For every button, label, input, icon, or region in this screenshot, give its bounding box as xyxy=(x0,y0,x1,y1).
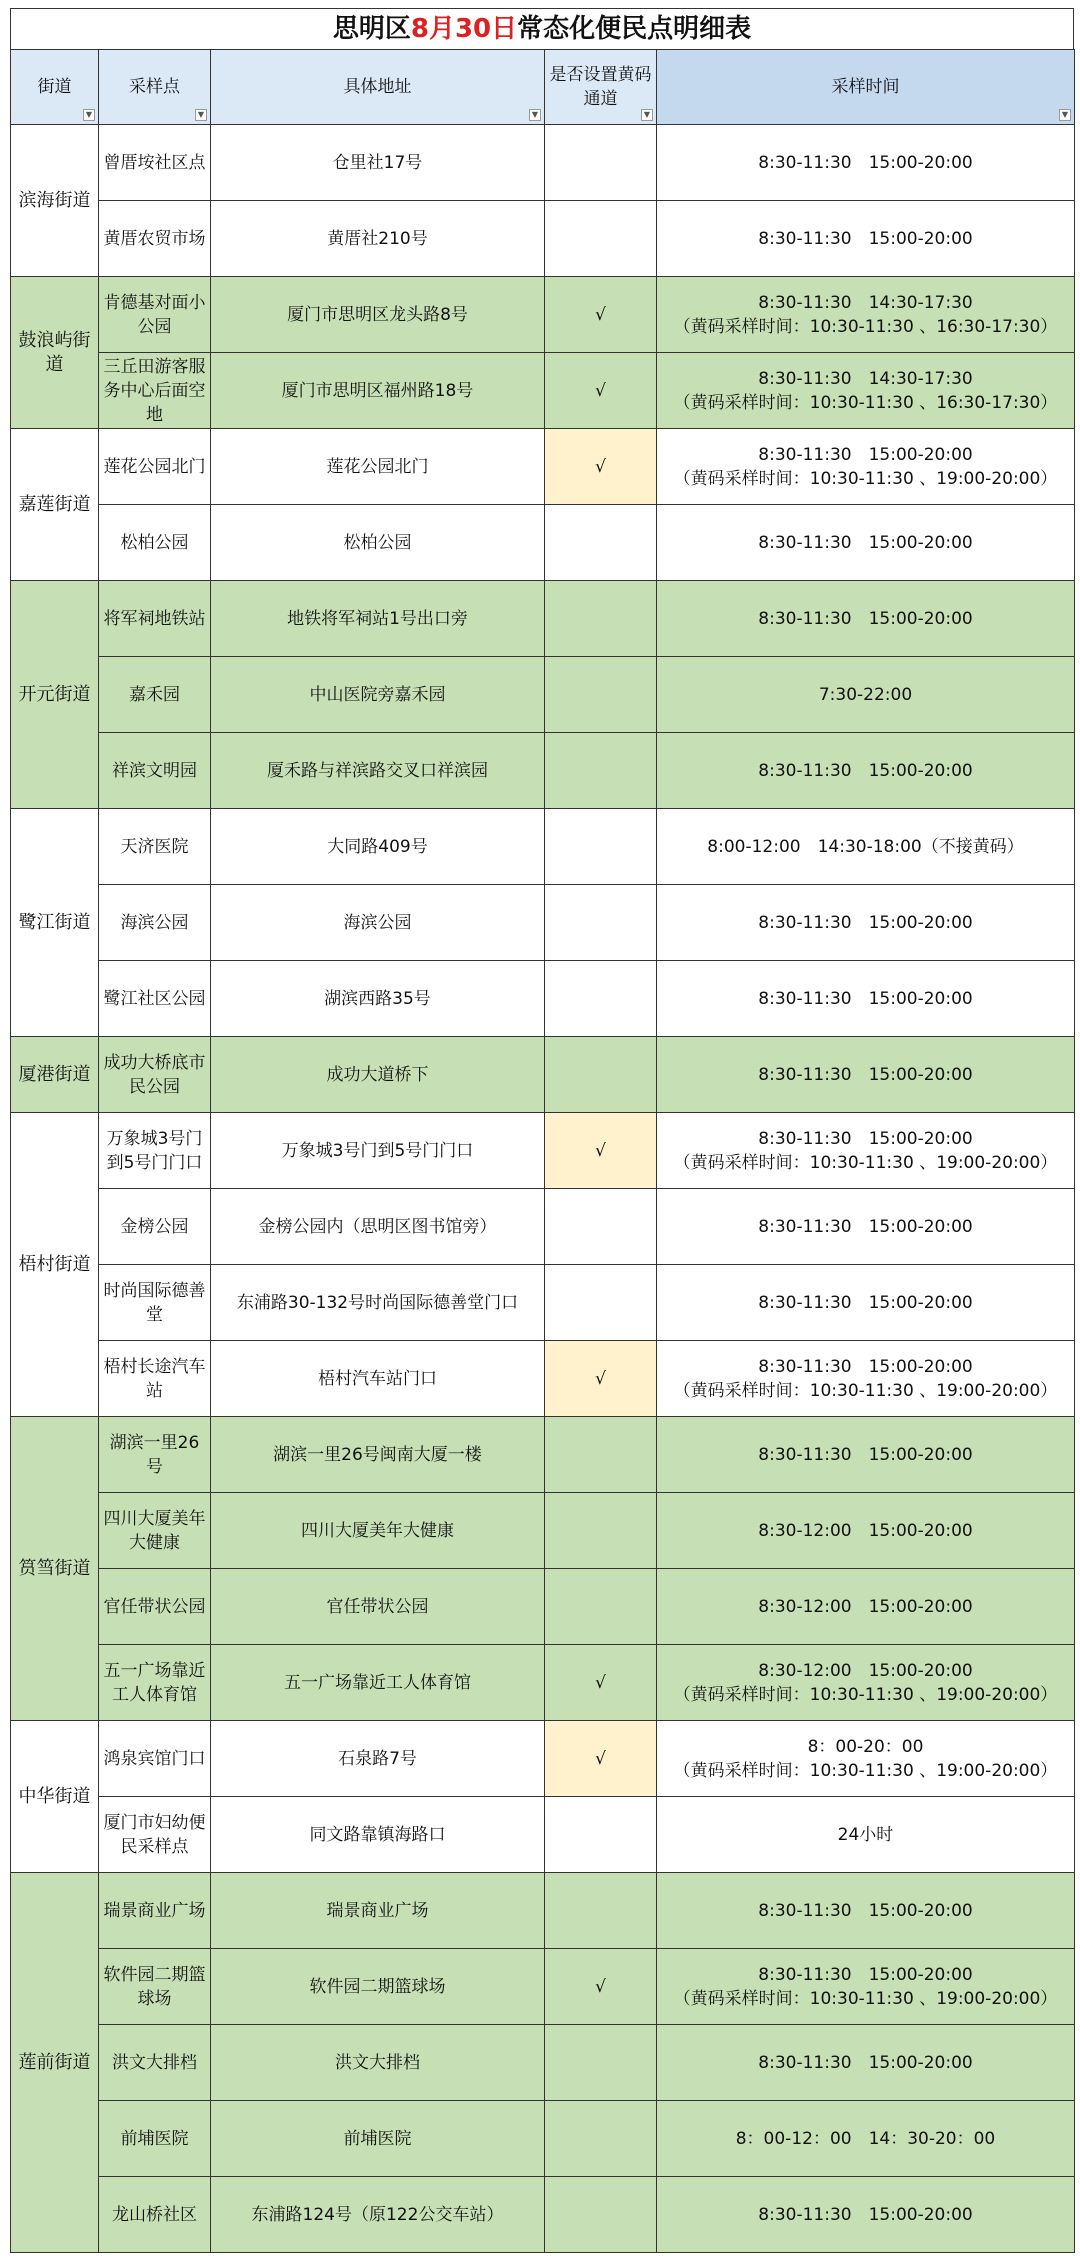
table-row xyxy=(11,1721,1075,1797)
table-row xyxy=(11,2025,1075,2101)
col-header-site-label: 采样点 xyxy=(129,77,180,97)
yellow-code-cell xyxy=(545,505,657,581)
time-main: 24小时 xyxy=(837,1824,894,1845)
yellow-code-cell xyxy=(545,201,657,277)
sheet xyxy=(10,8,1074,2253)
site-cell: 成功大桥底市民公园 xyxy=(99,1037,211,1113)
table-row xyxy=(11,581,1075,657)
time-main: 8:30-11:30 15:00-20:00 xyxy=(758,444,973,465)
table-row xyxy=(11,125,1075,201)
title-suffix: 常态化便民点明细表 xyxy=(517,14,752,44)
address-cell: 东浦路30-132号时尚国际德善堂门口 xyxy=(211,1265,545,1341)
yellow-code-cell xyxy=(545,1265,657,1341)
col-header-yellow-code[interactable] xyxy=(545,50,657,125)
street-cell: 梧村街道 xyxy=(11,1113,99,1417)
time-main: 8：00-20：00 xyxy=(807,1736,924,1757)
address-cell: 厦门市思明区福州路18号 xyxy=(211,353,545,429)
site-cell: 厦门市妇幼便民采样点 xyxy=(99,1797,211,1873)
table-row xyxy=(11,1189,1075,1265)
time-main: 7:30-22:00 xyxy=(818,684,913,705)
street-cell: 鼓浪屿街道 xyxy=(11,277,99,429)
time-cell xyxy=(657,353,1075,429)
dropdown-filter-icon[interactable]: ▼ xyxy=(83,109,95,121)
time-cell xyxy=(657,2101,1075,2177)
table-row xyxy=(11,2177,1075,2253)
time-cell xyxy=(657,2177,1075,2253)
street-cell: 嘉莲街道 xyxy=(11,429,99,581)
yellow-code-cell xyxy=(545,2101,657,2177)
yellow-code-cell xyxy=(545,2177,657,2253)
dropdown-filter-icon[interactable]: ▼ xyxy=(641,109,653,121)
title-date: 8月30日 xyxy=(410,14,518,44)
time-cell xyxy=(657,809,1075,885)
table-row xyxy=(11,1569,1075,1645)
site-cell: 梧村长途汽车站 xyxy=(99,1341,211,1417)
table-row xyxy=(11,1341,1075,1417)
time-yellow: （黄码采样时间：10:30-11:30 、19:00-20:00） xyxy=(673,468,1058,489)
time-main: 8:30-11:30 15:00-20:00 xyxy=(758,988,973,1009)
time-yellow: （黄码采样时间：10:30-11:30 、16:30-17:30） xyxy=(673,316,1058,337)
site-cell: 五一广场靠近工人体育馆 xyxy=(99,1645,211,1721)
site-cell: 海滨公园 xyxy=(99,885,211,961)
table-row xyxy=(11,809,1075,885)
col-header-address[interactable] xyxy=(211,50,545,125)
yellow-code-cell: √ xyxy=(545,1949,657,2025)
address-cell: 四川大厦美年大健康 xyxy=(211,1493,545,1569)
yellow-code-cell xyxy=(545,2025,657,2101)
time-cell xyxy=(657,1341,1075,1417)
table-row xyxy=(11,657,1075,733)
yellow-code-cell: √ xyxy=(545,353,657,429)
site-cell: 官任带状公园 xyxy=(99,1569,211,1645)
yellow-code-cell xyxy=(545,1569,657,1645)
time-main: 8:30-11:30 15:00-20:00 xyxy=(758,1128,973,1149)
time-main: 8:30-11:30 15:00-20:00 xyxy=(758,608,973,629)
address-cell: 万象城3号门到5号门门口 xyxy=(211,1113,545,1189)
site-cell: 四川大厦美年大健康 xyxy=(99,1493,211,1569)
yellow-code-cell xyxy=(545,1797,657,1873)
dropdown-filter-icon[interactable]: ▼ xyxy=(195,109,207,121)
yellow-code-cell xyxy=(545,961,657,1037)
time-cell xyxy=(657,1037,1075,1113)
page-title xyxy=(10,8,1074,49)
time-main: 8:30-11:30 15:00-20:00 xyxy=(758,760,973,781)
site-cell: 曾厝垵社区点 xyxy=(99,125,211,201)
street-cell: 筼筜街道 xyxy=(11,1417,99,1721)
address-cell: 厦禾路与祥滨路交叉口祥滨园 xyxy=(211,733,545,809)
site-cell: 祥滨文明园 xyxy=(99,733,211,809)
address-cell: 松柏公园 xyxy=(211,505,545,581)
table-row xyxy=(11,1493,1075,1569)
time-main: 8:30-11:30 15:00-20:00 xyxy=(758,1292,973,1313)
site-cell: 龙山桥社区 xyxy=(99,2177,211,2253)
address-cell: 成功大道桥下 xyxy=(211,1037,545,1113)
site-cell: 天济医院 xyxy=(99,809,211,885)
yellow-code-cell xyxy=(545,885,657,961)
yellow-code-cell xyxy=(545,809,657,885)
time-main: 8:30-11:30 15:00-20:00 xyxy=(758,1216,973,1237)
site-cell: 万象城3号门到5号门门口 xyxy=(99,1113,211,1189)
yellow-code-cell: √ xyxy=(545,1113,657,1189)
time-cell xyxy=(657,581,1075,657)
col-header-street[interactable] xyxy=(11,50,99,125)
yellow-code-cell xyxy=(545,733,657,809)
time-cell xyxy=(657,1873,1075,1949)
time-cell xyxy=(657,2025,1075,2101)
time-cell xyxy=(657,1721,1075,1797)
address-cell: 莲花公园北门 xyxy=(211,429,545,505)
address-cell: 前埔医院 xyxy=(211,2101,545,2177)
time-main: 8:30-11:30 15:00-20:00 xyxy=(758,912,973,933)
time-main: 8:30-12:00 15:00-20:00 xyxy=(758,1596,973,1617)
time-cell xyxy=(657,505,1075,581)
dropdown-filter-icon[interactable]: ▼ xyxy=(529,109,541,121)
yellow-code-cell: √ xyxy=(545,1645,657,1721)
site-cell: 湖滨一里26号 xyxy=(99,1417,211,1493)
address-cell: 地铁将军祠站1号出口旁 xyxy=(211,581,545,657)
title-prefix: 思明区 xyxy=(332,14,411,44)
time-cell xyxy=(657,1417,1075,1493)
col-header-time-label: 采样时间 xyxy=(831,77,900,97)
time-main: 8:30-12:00 15:00-20:00 xyxy=(758,1660,973,1681)
street-cell: 厦港街道 xyxy=(11,1037,99,1113)
site-cell: 松柏公园 xyxy=(99,505,211,581)
site-cell: 黄厝农贸市场 xyxy=(99,201,211,277)
address-cell: 东浦路124号（原122公交车站） xyxy=(211,2177,545,2253)
yellow-code-cell xyxy=(545,1417,657,1493)
time-main: 8:30-11:30 15:00-20:00 xyxy=(758,1964,973,1985)
time-main: 8:30-11:30 15:00-20:00 xyxy=(758,1900,973,1921)
time-cell xyxy=(657,125,1075,201)
yellow-code-cell xyxy=(545,125,657,201)
table-row xyxy=(11,429,1075,505)
table-row xyxy=(11,201,1075,277)
table-row xyxy=(11,1797,1075,1873)
time-yellow: （黄码采样时间：10:30-11:30 、19:00-20:00） xyxy=(673,1988,1058,2009)
time-main: 8:30-12:00 15:00-20:00 xyxy=(758,1520,973,1541)
time-main: 8:30-11:30 14:30-17:30 xyxy=(758,292,973,313)
time-cell xyxy=(657,1189,1075,1265)
street-cell: 中华街道 xyxy=(11,1721,99,1873)
time-cell xyxy=(657,1493,1075,1569)
col-header-time[interactable] xyxy=(657,50,1075,125)
address-cell: 软件园二期篮球场 xyxy=(211,1949,545,2025)
time-cell xyxy=(657,1797,1075,1873)
time-main: 8:30-11:30 15:00-20:00 xyxy=(758,1356,973,1377)
address-cell: 官任带状公园 xyxy=(211,1569,545,1645)
table-row xyxy=(11,1417,1075,1493)
time-cell xyxy=(657,961,1075,1037)
time-cell xyxy=(657,657,1075,733)
time-cell xyxy=(657,1569,1075,1645)
time-yellow: （黄码采样时间：10:30-11:30 、16:30-17:30） xyxy=(673,392,1058,413)
address-cell: 梧村汽车站门口 xyxy=(211,1341,545,1417)
address-cell: 金榜公园内（思明区图书馆旁） xyxy=(211,1189,545,1265)
site-cell: 肯德基对面小公园 xyxy=(99,277,211,353)
yellow-code-cell: √ xyxy=(545,277,657,353)
address-cell: 瑞景商业广场 xyxy=(211,1873,545,1949)
address-cell: 中山医院旁嘉禾园 xyxy=(211,657,545,733)
address-cell: 湖滨西路35号 xyxy=(211,961,545,1037)
time-yellow: （黄码采样时间：10:30-11:30 、19:00-20:00） xyxy=(673,1760,1058,1781)
time-main: 8:00-12:00 14:30-18:00（不接黄码） xyxy=(707,836,1024,857)
yellow-code-cell xyxy=(545,1873,657,1949)
site-cell: 前埔医院 xyxy=(99,2101,211,2177)
time-yellow: （黄码采样时间：10:30-11:30 、19:00-20:00） xyxy=(673,1380,1058,1401)
site-cell: 时尚国际德善堂 xyxy=(99,1265,211,1341)
table-row xyxy=(11,885,1075,961)
table-row xyxy=(11,961,1075,1037)
address-cell: 湖滨一里26号闽南大厦一楼 xyxy=(211,1417,545,1493)
address-cell: 大同路409号 xyxy=(211,809,545,885)
site-cell: 嘉禾园 xyxy=(99,657,211,733)
address-cell: 海滨公园 xyxy=(211,885,545,961)
site-cell: 莲花公园北门 xyxy=(99,429,211,505)
yellow-code-cell xyxy=(545,1493,657,1569)
yellow-code-cell: √ xyxy=(545,1721,657,1797)
time-cell xyxy=(657,201,1075,277)
site-cell: 金榜公园 xyxy=(99,1189,211,1265)
time-yellow: （黄码采样时间：10:30-11:30 、19:00-20:00） xyxy=(673,1684,1058,1705)
yellow-code-cell xyxy=(545,1189,657,1265)
col-header-yellow-code-label: 是否设置黄码通道 xyxy=(549,65,652,109)
site-cell: 将军祠地铁站 xyxy=(99,581,211,657)
time-main: 8:30-11:30 15:00-20:00 xyxy=(758,228,973,249)
yellow-code-cell: √ xyxy=(545,429,657,505)
street-cell: 滨海街道 xyxy=(11,125,99,277)
col-header-site[interactable] xyxy=(99,50,211,125)
sampling-table xyxy=(10,49,1075,2253)
table-row xyxy=(11,2101,1075,2177)
table-row xyxy=(11,1265,1075,1341)
header-row xyxy=(11,50,1075,125)
site-cell: 三丘田游客服务中心后面空地 xyxy=(99,353,211,429)
table-row xyxy=(11,353,1075,429)
yellow-code-cell: √ xyxy=(545,1341,657,1417)
time-cell xyxy=(657,277,1075,353)
table-row xyxy=(11,733,1075,809)
address-cell: 五一广场靠近工人体育馆 xyxy=(211,1645,545,1721)
table-row xyxy=(11,505,1075,581)
site-cell: 鸿泉宾馆门口 xyxy=(99,1721,211,1797)
col-header-address-label: 具体地址 xyxy=(343,77,412,97)
time-main: 8:30-11:30 14:30-17:30 xyxy=(758,368,973,389)
time-main: 8:30-11:30 15:00-20:00 xyxy=(758,152,973,173)
table-row xyxy=(11,1113,1075,1189)
yellow-code-cell xyxy=(545,657,657,733)
address-cell: 洪文大排档 xyxy=(211,2025,545,2101)
yellow-code-cell xyxy=(545,581,657,657)
time-main: 8:30-11:30 15:00-20:00 xyxy=(758,532,973,553)
table-row xyxy=(11,1949,1075,2025)
time-cell xyxy=(657,733,1075,809)
time-main: 8:30-11:30 15:00-20:00 xyxy=(758,2204,973,2225)
dropdown-filter-icon[interactable]: ▼ xyxy=(1059,109,1071,121)
time-cell xyxy=(657,885,1075,961)
site-cell: 洪文大排档 xyxy=(99,2025,211,2101)
col-header-street-label: 街道 xyxy=(37,77,72,97)
address-cell: 黄厝社210号 xyxy=(211,201,545,277)
table-row xyxy=(11,277,1075,353)
time-yellow: （黄码采样时间：10:30-11:30 、19:00-20:00） xyxy=(673,1152,1058,1173)
yellow-code-cell xyxy=(545,1037,657,1113)
street-cell: 开元街道 xyxy=(11,581,99,809)
address-cell: 石泉路7号 xyxy=(211,1721,545,1797)
site-cell: 鹭江社区公园 xyxy=(99,961,211,1037)
time-main: 8:30-11:30 15:00-20:00 xyxy=(758,2052,973,2073)
time-cell xyxy=(657,1113,1075,1189)
time-main: 8:30-11:30 15:00-20:00 xyxy=(758,1444,973,1465)
address-cell: 厦门市思明区龙头路8号 xyxy=(211,277,545,353)
address-cell: 仓里社17号 xyxy=(211,125,545,201)
table-row xyxy=(11,1037,1075,1113)
time-main: 8：00-12：00 14：30-20：00 xyxy=(735,2128,996,2149)
street-cell: 鹭江街道 xyxy=(11,809,99,1037)
site-cell: 软件园二期篮球场 xyxy=(99,1949,211,2025)
time-main: 8:30-11:30 15:00-20:00 xyxy=(758,1064,973,1085)
time-cell xyxy=(657,429,1075,505)
table-row xyxy=(11,1645,1075,1721)
street-cell: 莲前街道 xyxy=(11,1873,99,2253)
table-row xyxy=(11,1873,1075,1949)
time-cell xyxy=(657,1949,1075,2025)
time-cell xyxy=(657,1265,1075,1341)
time-cell xyxy=(657,1645,1075,1721)
address-cell: 同文路靠镇海路口 xyxy=(211,1797,545,1873)
site-cell: 瑞景商业广场 xyxy=(99,1873,211,1949)
